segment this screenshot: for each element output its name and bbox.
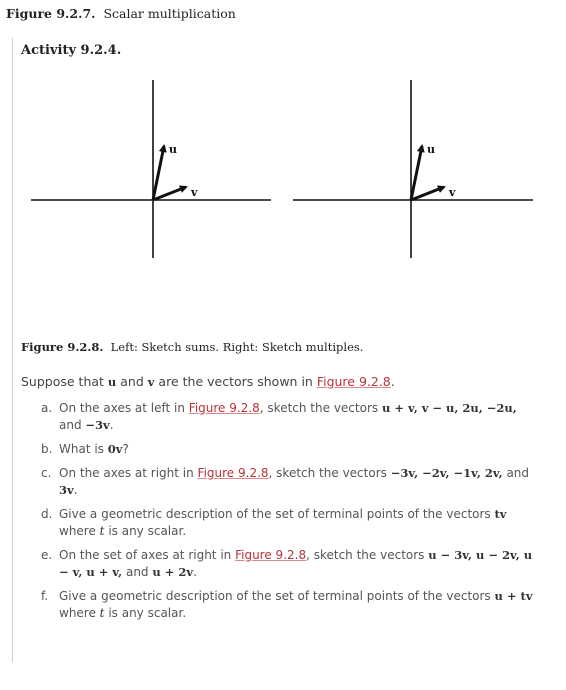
item-text: where bbox=[59, 524, 100, 538]
figure-number: Figure 9.2.8. bbox=[21, 340, 104, 354]
list-item bbox=[41, 465, 541, 499]
figure-9-2-7-caption bbox=[6, 6, 236, 21]
list-item bbox=[41, 506, 541, 540]
item-marker: a. bbox=[41, 401, 53, 415]
activity-intro bbox=[21, 374, 395, 389]
figure-link[interactable]: Figure 9.2.8 bbox=[316, 374, 391, 389]
figure-link[interactable]: Figure 9.2.8 bbox=[235, 548, 307, 562]
item-text: , sketch the vectors bbox=[306, 548, 429, 562]
item-text: and bbox=[502, 466, 530, 480]
figure-link[interactable]: Figure 9.2.8 bbox=[188, 401, 260, 415]
item-text: What is bbox=[59, 442, 108, 456]
item-marker: e. bbox=[41, 548, 53, 562]
item-math: −3v, −2v, −1v, 2v, bbox=[390, 466, 503, 480]
right-axes bbox=[293, 80, 533, 258]
left-vector-v bbox=[153, 187, 186, 200]
item-text: . bbox=[193, 565, 197, 579]
left-axes bbox=[31, 80, 271, 258]
item-marker: c. bbox=[41, 466, 52, 480]
left-u-label: u bbox=[169, 143, 177, 156]
vector-v: v bbox=[147, 375, 155, 389]
right-u-label: u bbox=[427, 143, 435, 156]
vector-u: u bbox=[107, 375, 117, 389]
item-text: where bbox=[59, 606, 100, 620]
item-text: Give a geometric description of the set of terminal points of the vectors bbox=[59, 507, 495, 521]
item-math: u + 2v bbox=[152, 565, 194, 579]
item-text: Give a geometric description of the set of terminal points of the vectors bbox=[59, 589, 495, 603]
item-variable: t bbox=[99, 524, 105, 538]
item-text: On the axes at left in bbox=[59, 401, 189, 415]
item-marker: f. bbox=[41, 589, 49, 603]
task-list bbox=[41, 400, 541, 629]
list-item bbox=[41, 588, 541, 622]
figure-link[interactable]: Figure 9.2.8 bbox=[197, 466, 269, 480]
item-text: , sketch the vectors bbox=[259, 401, 382, 415]
intro-text: . bbox=[390, 374, 395, 389]
figure-caption-text: Left: Sketch sums. Right: Sketch multiples. bbox=[110, 340, 364, 354]
item-text: . bbox=[109, 418, 114, 432]
item-math: tv bbox=[494, 507, 507, 521]
vector-axes-figure bbox=[13, 68, 553, 258]
item-text: On the axes at right in bbox=[59, 466, 198, 480]
right-vector-u bbox=[411, 146, 422, 200]
right-v-label: v bbox=[449, 186, 456, 199]
item-variable: t bbox=[99, 606, 105, 620]
figure-title: Scalar multiplication bbox=[103, 6, 236, 21]
figure-number: Figure 9.2.7. bbox=[6, 6, 96, 21]
left-v-label: v bbox=[191, 186, 198, 199]
item-text: is any scalar. bbox=[104, 524, 187, 538]
list-item bbox=[41, 547, 541, 581]
item-math: u + tv bbox=[494, 589, 533, 603]
item-marker: b. bbox=[41, 442, 53, 456]
item-text: is any scalar. bbox=[104, 606, 187, 620]
item-text: and bbox=[122, 565, 153, 579]
left-vector-u bbox=[153, 146, 164, 200]
figure-9-2-8-caption bbox=[21, 340, 363, 354]
item-text: On the set of axes at right in bbox=[59, 548, 236, 562]
activity-block bbox=[12, 38, 553, 662]
item-text: . bbox=[73, 483, 78, 497]
activity-title: Activity 9.2.4. bbox=[21, 43, 122, 58]
list-item bbox=[41, 400, 541, 434]
intro-text: Suppose that bbox=[21, 374, 108, 389]
item-math: 0v bbox=[107, 442, 123, 456]
item-math: u + v, v − u, 2u, −2u, bbox=[381, 401, 517, 415]
item-text: and bbox=[59, 418, 86, 432]
intro-text: are the vectors shown in bbox=[154, 374, 317, 389]
right-vector-v bbox=[411, 187, 444, 200]
item-math: u − 3v, u − 2v, u − v, u + v, bbox=[59, 548, 533, 579]
item-marker: d. bbox=[41, 507, 53, 521]
list-item bbox=[41, 441, 541, 458]
item-text: , sketch the vectors bbox=[268, 466, 391, 480]
intro-text: and bbox=[116, 374, 148, 389]
item-text: ? bbox=[122, 442, 129, 456]
item-math: −3v bbox=[85, 418, 110, 432]
item-math: 3v bbox=[59, 483, 74, 497]
